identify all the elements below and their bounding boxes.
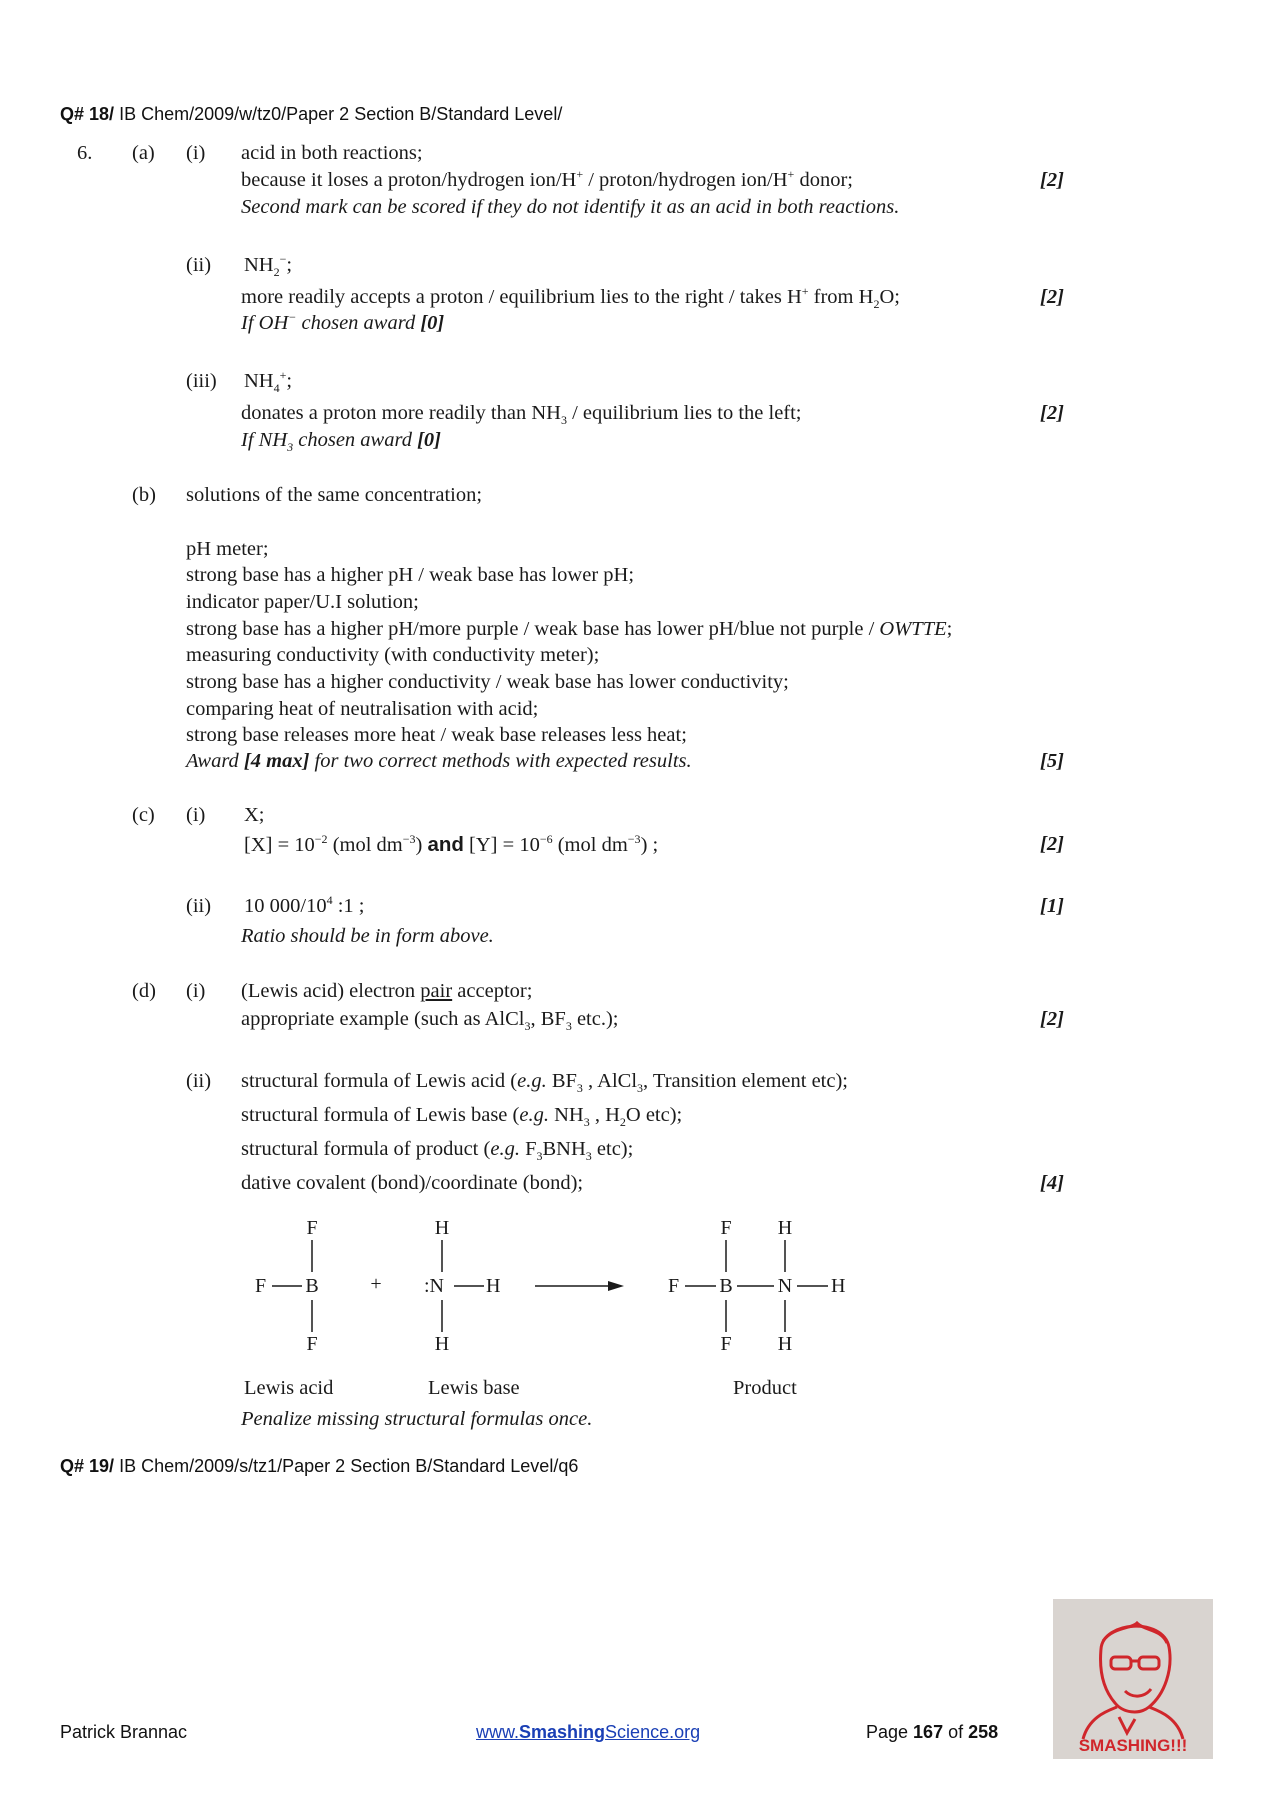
- part-d-i-label: (i): [186, 980, 206, 1002]
- mark-b: [5]: [1040, 750, 1064, 772]
- a-iii-answer: $NH_4^+$;: [244, 368, 293, 396]
- footer-author: Patrick Brannac: [60, 1722, 188, 1742]
- c-i-line1: X;: [244, 804, 265, 826]
- question-number-6: 6.: [77, 142, 93, 164]
- caption-product: Product: [733, 1377, 797, 1399]
- portrait-icon: [1053, 1599, 1213, 1759]
- footer-link-wrap: [476, 1722, 700, 1743]
- b-line2: strong base has a higher pH / weak base has lower pH;: [186, 564, 635, 586]
- mark-d-ii: [4]: [1040, 1172, 1064, 1194]
- b-line4: strong base has a higher pH/more purple / weak base has lower pH/blue not purple / OWTTE;: [186, 618, 953, 640]
- bf3-f-bottom: F: [306, 1333, 318, 1355]
- mark-d-i: [2]: [1040, 1008, 1064, 1030]
- part-d-ii-label: (ii): [186, 1070, 212, 1092]
- a-i-line1: acid in both reactions;: [241, 142, 423, 164]
- a-iii-line2: donates a proton more readily than $NH_3$ / equilibrium lies to the left;: [241, 402, 802, 428]
- b-line8: strong base releases more heat / weak base releases less heat;: [186, 724, 687, 746]
- nh3-h-top: H: [434, 1217, 450, 1239]
- mark-a-i: [2]: [1040, 169, 1064, 191]
- d-i-line2: appropriate example (such as AlCl$_3$, $BF_3$ etc.);: [241, 1008, 619, 1034]
- caption-lewis-acid: Lewis acid: [244, 1377, 334, 1399]
- next-question-number: Q# 19/: [60, 1456, 115, 1476]
- next-question-reference: IB Chem/2009/s/tz1/Paper 2 Section B/Standard Level/q6: [119, 1456, 579, 1476]
- b-line7: comparing heat of neutralisation with acid;: [186, 698, 539, 720]
- a-ii-note: If OH− chosen award [0]: [241, 310, 445, 334]
- d-ii-line3: structural formula of product (e.g. $F_3BNH_3$ etc);: [241, 1138, 634, 1164]
- bf3-b: B: [305, 1275, 319, 1297]
- question-number: Q# 18/: [60, 104, 115, 124]
- plus-sign: +: [370, 1273, 382, 1295]
- c-ii-note: Ratio should be in form above.: [241, 925, 494, 947]
- b-line6: strong base has a higher conductivity / weak base has lower conductivity;: [186, 671, 789, 693]
- bf3-f-left: F: [255, 1275, 267, 1297]
- a-i-line2: because it loses a proton/hydrogen ion/H+ / proton/hydrogen ion/H+ donor;: [241, 167, 853, 191]
- b-line1: pH meter;: [186, 538, 269, 560]
- prod-n: N: [777, 1275, 793, 1297]
- part-a-ii-label: (ii): [186, 254, 212, 276]
- prod-f-left: F: [668, 1275, 680, 1297]
- d-ii-line2: structural formula of Lewis base (e.g. $NH_3$ , $H_2O$ etc);: [241, 1104, 683, 1130]
- mark-a-iii: [2]: [1040, 402, 1064, 424]
- penalize-note: Penalize missing structural formulas once.: [241, 1408, 593, 1430]
- nh3-h-right: H: [486, 1275, 501, 1297]
- part-a-iii-label: (iii): [186, 370, 217, 392]
- nh3-n: :N: [424, 1275, 444, 1297]
- part-a-label: (a): [132, 142, 155, 164]
- bf3-f-top: F: [306, 1217, 318, 1239]
- prod-f-bottom: F: [720, 1333, 732, 1355]
- a-ii-answer: $NH_2^-$;: [244, 252, 293, 280]
- question-reference: IB Chem/2009/w/tz0/Paper 2 Section B/Standard Level/: [119, 104, 563, 124]
- arrow-head-icon: [608, 1281, 624, 1291]
- b-line0: solutions of the same concentration;: [186, 484, 483, 506]
- part-a-i-label: (i): [186, 142, 206, 164]
- lewis-reaction-diagram: [230, 1210, 890, 1370]
- c-i-line2: $[X] = 10^{-2}$ (mol $dm^{-3}$) and $[Y] = 10^{-6}$ (mol $dm^{-3}$) ;: [244, 832, 659, 856]
- d-ii-line1: structural formula of Lewis acid (e.g. $BF_3$ , AlCl$_3$, Transition element etc);: [241, 1070, 849, 1096]
- mark-c-ii: [1]: [1040, 895, 1064, 917]
- nh3-h-bottom: H: [434, 1333, 450, 1355]
- prod-h-right: H: [831, 1275, 846, 1297]
- a-iii-note: If $NH_3$ chosen award [0]: [241, 429, 441, 455]
- prod-f-top: F: [720, 1217, 732, 1239]
- a-i-note: Second mark can be scored if they do not identify it as an acid in both reactions.: [241, 196, 900, 218]
- part-c-i-label: (i): [186, 804, 206, 826]
- d-ii-line4: dative covalent (bond)/coordinate (bond);: [241, 1172, 584, 1194]
- mark-a-ii: [2]: [1040, 286, 1064, 308]
- page-number: Page 167 of 258: [866, 1722, 999, 1742]
- part-b-label: (b): [132, 484, 156, 506]
- part-d-label: (d): [132, 980, 156, 1002]
- next-question-header: [60, 1456, 578, 1477]
- b-line3: indicator paper/U.I solution;: [186, 591, 419, 613]
- mark-c-i: [2]: [1040, 833, 1064, 855]
- a-ii-line2: more readily accepts a proton / equilibrium lies to the right / takes H+ from $H_2O$;: [241, 284, 900, 312]
- logo-text: SMASHING!!!: [1078, 1736, 1188, 1755]
- prod-h-top: H: [777, 1217, 793, 1239]
- website-link[interactable]: www.SmashingScience.org: [476, 1722, 701, 1742]
- c-ii-line1: 10 $000/10^4$ :1 ;: [244, 893, 365, 917]
- caption-lewis-base: Lewis base: [428, 1377, 520, 1399]
- prod-h-bottom: H: [777, 1333, 793, 1355]
- d-i-line1: (Lewis acid) electron pair acceptor;: [241, 980, 533, 1002]
- b-line5: measuring conductivity (with conductivity meter);: [186, 644, 600, 666]
- smashing-logo: [1053, 1599, 1213, 1759]
- part-c-ii-label: (ii): [186, 895, 212, 917]
- part-c-label: (c): [132, 804, 155, 826]
- prod-b: B: [719, 1275, 733, 1297]
- b-line9: Award [4 max] for two correct methods with expected results.: [186, 750, 692, 772]
